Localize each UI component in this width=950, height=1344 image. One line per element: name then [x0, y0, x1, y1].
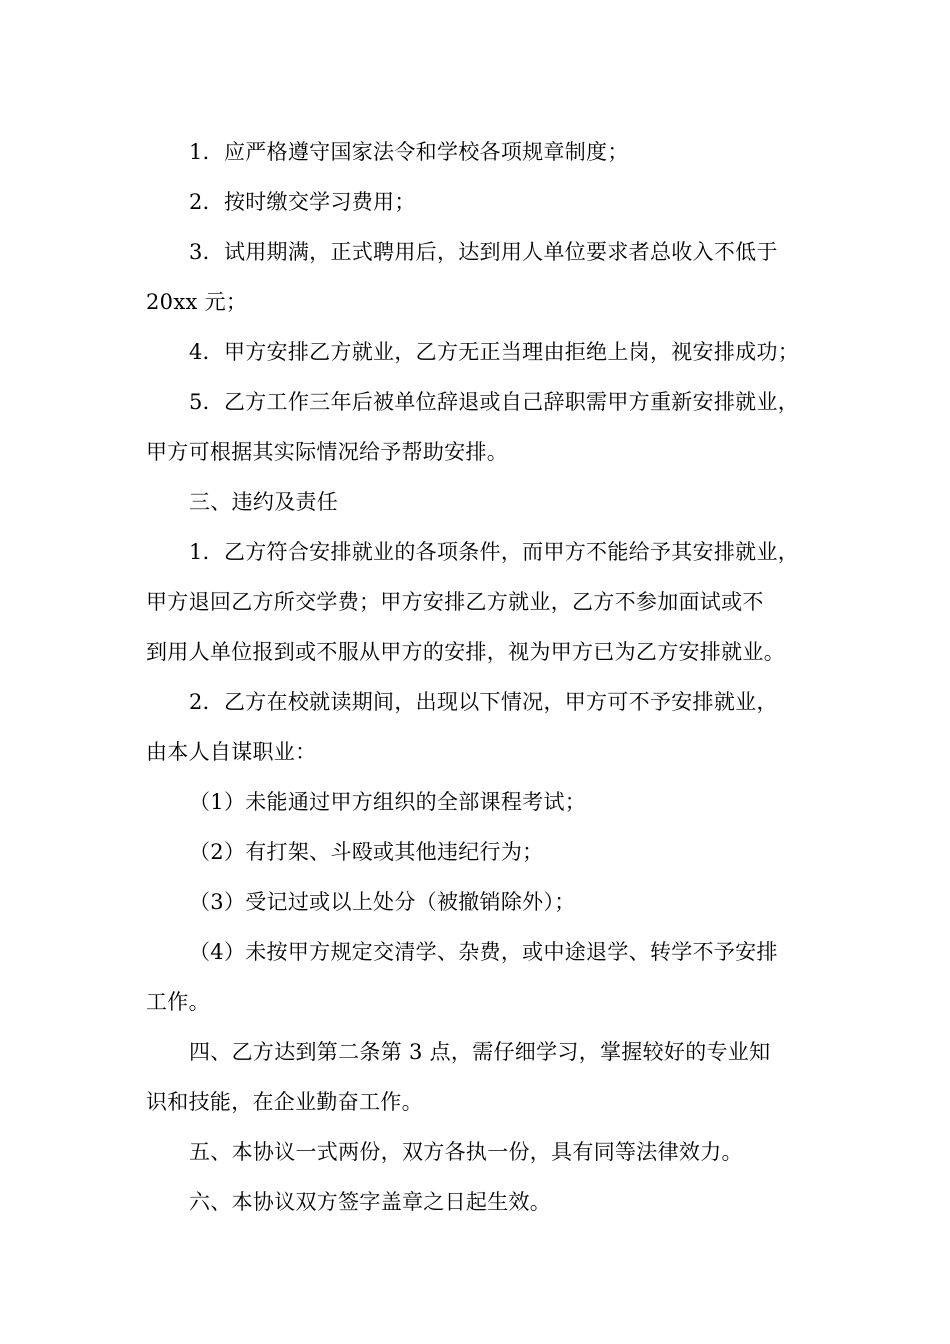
list-item-4: （4）未按甲方规定交清学、杂费，或中途退学、转学不予安排	[189, 940, 778, 964]
paragraph-line-3: 3．试用期满，正式聘用后，达到用人单位要求者总收入不低于	[189, 240, 778, 264]
section-four-line-2: 识和技能，在企业勤奋工作。	[146, 1090, 423, 1114]
list-item-2: （2）有打架、斗殴或其他违纪行为；	[189, 840, 544, 864]
paragraph-line-4: 20xx 元；	[146, 290, 248, 314]
list-item-4-continued: 工作。	[146, 990, 210, 1014]
paragraph-line-7: 甲方可根据其实际情况给予帮助安排。	[146, 440, 509, 464]
section-heading-breach: 三、违约及责任	[189, 490, 339, 514]
section-five: 五、本协议一式两份，双方各执一份，具有同等法律效力。	[189, 1140, 743, 1164]
paragraph-line-2: 2．按时缴交学习费用；	[189, 190, 416, 214]
paragraph-line-12: 2．乙方在校就读期间，出现以下情况，甲方可不予安排就业，	[189, 690, 778, 714]
paragraph-line-5: 4．甲方安排乙方就业，乙方无正当理由拒绝上岗，视安排成功；	[189, 340, 800, 364]
paragraph-line-11: 到用人单位报到或不服从甲方的安排，视为甲方已为乙方安排就业。	[146, 640, 785, 664]
section-four-line-1: 四、乙方达到第二条第 3 点，需仔细学习，掌握较好的专业知	[189, 1040, 771, 1064]
paragraph-line-1: 1．应严格遵守国家法令和学校各项规章制度；	[189, 140, 629, 164]
list-item-3: （3）受记过或以上处分（被撤销除外）；	[189, 890, 576, 914]
paragraph-line-13: 由本人自谋职业：	[146, 740, 317, 764]
paragraph-line-10: 甲方退回乙方所交学费；甲方安排乙方就业，乙方不参加面试或不	[146, 590, 764, 614]
paragraph-line-9: 1．乙方符合安排就业的各项条件，而甲方不能给予其安排就业，	[189, 540, 800, 564]
section-six: 六、本协议双方签字盖章之日起生效。	[189, 1190, 552, 1214]
list-item-1: （1）未能通过甲方组织的全部课程考试；	[189, 790, 587, 814]
paragraph-line-6: 5．乙方工作三年后被单位辞退或自己辞职需甲方重新安排就业，	[189, 390, 800, 414]
